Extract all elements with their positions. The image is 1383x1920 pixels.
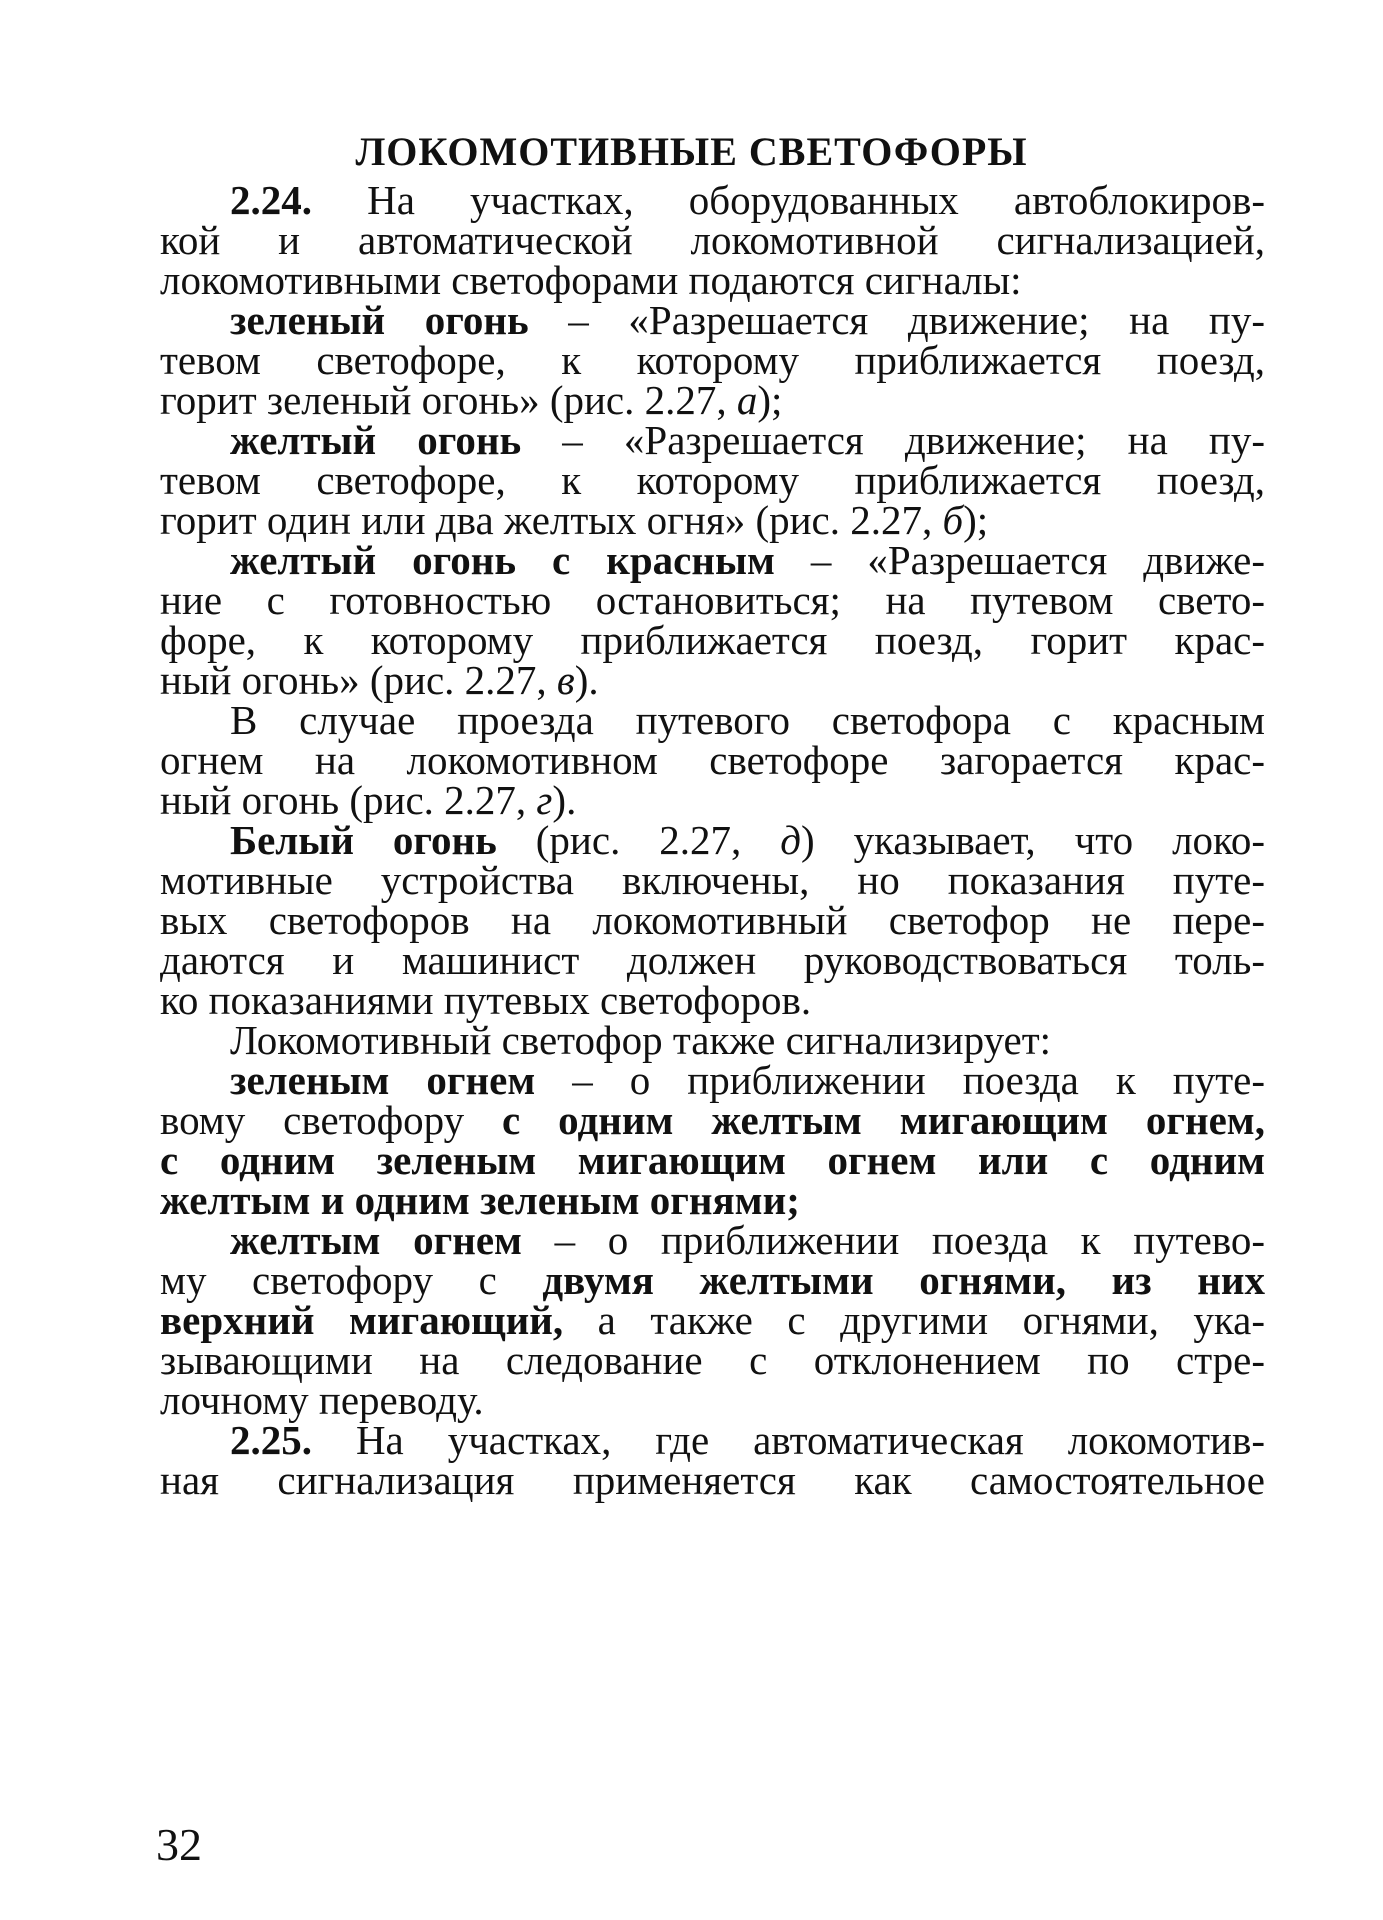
text-line: тевом светофоре, к которому приближается поезд, bbox=[160, 337, 1265, 383]
section-title: ЛОКОМОТИВНЫЕ СВЕТОФОРЫ bbox=[355, 129, 1028, 174]
text-line: ный огонь (рис. 2.27, г). bbox=[160, 777, 577, 823]
text-line: мотивные устройства включены, но показания путе- bbox=[160, 857, 1265, 903]
signal-term: желтый огонь с красным bbox=[230, 537, 775, 583]
clause-number: 2.24. bbox=[230, 177, 312, 223]
text-line: му светофору с двумя желтыми огнями, из них bbox=[160, 1257, 1265, 1303]
text-line: желтый огонь – «Разрешается движение; на пу- bbox=[230, 417, 1265, 463]
text-line: ная сигнализация применяется как самостоятельное bbox=[160, 1457, 1265, 1503]
text-line: верхний мигающий, а также с другими огнями, ука- bbox=[160, 1297, 1265, 1343]
text-line: кой и автоматической локомотивной сигнализацией, bbox=[160, 217, 1265, 263]
text-line: вому светофору с одним желтым мигающим огнем, bbox=[160, 1097, 1265, 1143]
signal-term: желтый огонь bbox=[230, 417, 522, 463]
signal-term: зеленый огонь bbox=[230, 297, 529, 343]
clause-number: 2.25. bbox=[230, 1417, 312, 1463]
text-line: с одним зеленым мигающим огнем или с одним bbox=[160, 1137, 1265, 1183]
text-line: форе, к которому приближается поезд, горит крас- bbox=[160, 617, 1265, 663]
text-line: желтым и одним зеленым огнями; bbox=[160, 1177, 800, 1223]
text-line: вых светофоров на локомотивный светофор не пере- bbox=[160, 897, 1265, 943]
text-line: Локомотивный светофор также сигнализирует: bbox=[230, 1017, 1052, 1063]
text-line: локомотивными светофорами подаются сигналы: bbox=[160, 257, 1022, 303]
text-line: желтым огнем – о приближении поезда к путево- bbox=[230, 1217, 1265, 1263]
text-line: В случае проезда путевого светофора с красным bbox=[230, 697, 1265, 743]
text-line: даются и машинист должен руководствоваться толь- bbox=[160, 937, 1265, 983]
text-line: горит один или два желтых огня» (рис. 2.27, б); bbox=[160, 497, 989, 543]
signal-term: зеленым огнем bbox=[230, 1057, 536, 1103]
text-line: 2.24. На участках, оборудованных автоблокиров- bbox=[230, 177, 1265, 223]
text-line: 2.25. На участках, где автоматическая локомотив- bbox=[230, 1417, 1265, 1463]
text-line: желтый огонь с красным – «Разрешается движе- bbox=[230, 537, 1265, 583]
text-line: горит зеленый огонь» (рис. 2.27, а); bbox=[160, 377, 783, 423]
text-line: ный огонь» (рис. 2.27, в). bbox=[160, 657, 599, 703]
text-line: ние с готовностью остановиться; на путевом свето- bbox=[160, 577, 1265, 623]
text-line: зывающими на следование с отклонением по стре- bbox=[160, 1337, 1265, 1383]
text-line: огнем на локомотивном светофоре загорается крас- bbox=[160, 737, 1265, 783]
text-line: тевом светофоре, к которому приближается поезд, bbox=[160, 457, 1265, 503]
text-line: зеленым огнем – о приближении поезда к путе- bbox=[230, 1057, 1266, 1103]
text-line: Белый огонь (рис. 2.27, д) указывает, что локо- bbox=[230, 817, 1266, 863]
text-line: зеленый огонь – «Разрешается движение; на пу- bbox=[230, 297, 1265, 343]
signal-term: желтым огнем bbox=[230, 1217, 522, 1263]
text-line: ко показаниями путевых светофоров. bbox=[160, 977, 812, 1023]
signal-term: Белый огонь bbox=[230, 817, 497, 863]
page-number: 32 bbox=[156, 1819, 202, 1870]
text-line: лочному переводу. bbox=[160, 1377, 484, 1423]
